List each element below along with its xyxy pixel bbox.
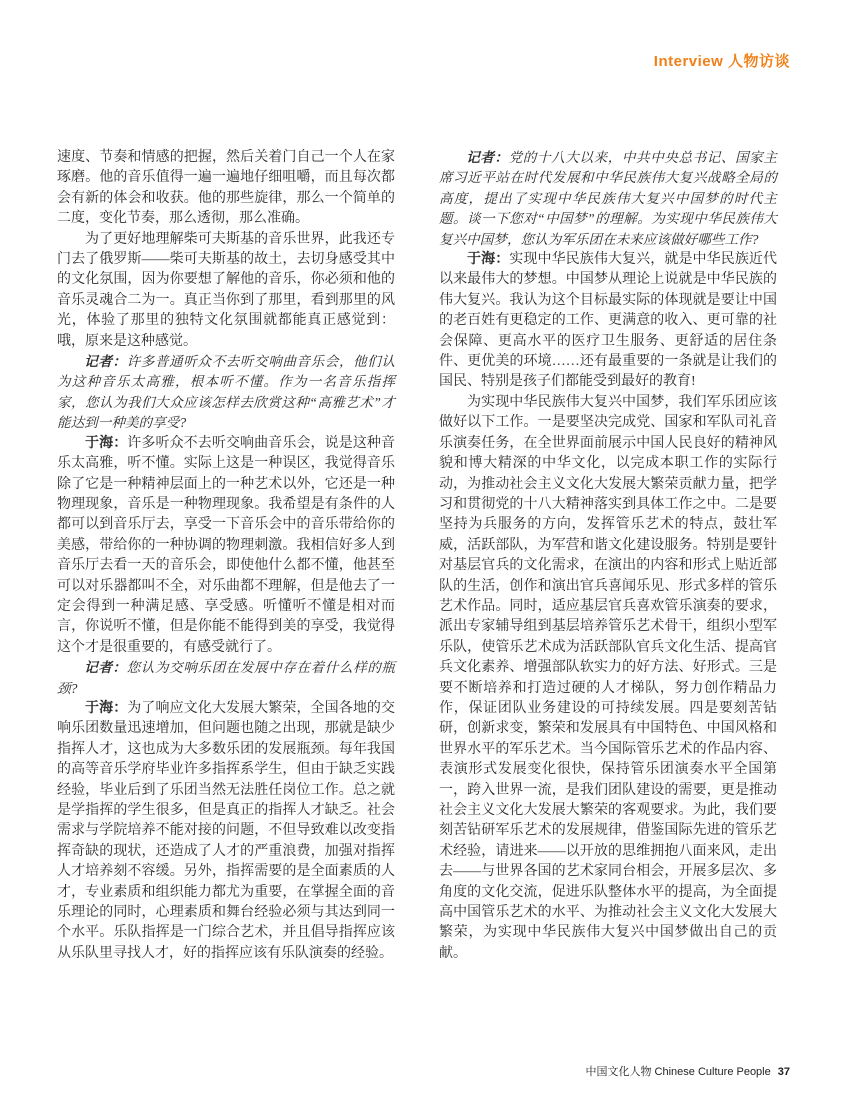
dialogue-paragraph: 记者：您认为交响乐团在发展中存在着什么样的瓶颈? (57, 660, 396, 696)
section-header (654, 50, 790, 71)
dialogue-paragraph: 记者：许多普通听众不去听交响曲音乐会，他们认为这种音乐太高雅，根本听不懂。作为一名音乐指挥家，您认为我们大众应该怎样去欣赏这种“高雅艺术”才能达到一种美的享受? (57, 354, 396, 431)
speaker-label: 记者： (84, 354, 127, 370)
dialogue-paragraph: 于海：为了响应文化大发展大繁荣，全国各地的交响乐团数量迅速增加，但问题也随之出现，那就是缺少指挥人才，这也成为大多数乐团的发展瓶颈。每年我国的高等音乐学府毕业许多指挥系学生，但由于缺乏实践经验，毕业后到了乐团当然无法胜任岗位工作。总之就是学指挥的学生很多，但是真正的指挥人才缺乏。社会需求与学院培养不能对接的问题，不但导致难以改变指挥奇缺的现状，还造成了人才的严重浪费，加强对指挥人才培养刻不容缓。另外，指挥需要的是全面素质的人才，专业素质和组织能力都尤为重要，在掌握全面的音乐理论的同时，心理素质和舞台经验必须与其达到同一个水平。乐队指挥是一门综合艺术，并且倡导指挥应该从乐队里寻找人才，好的指挥应该有乐队演奏的经验。 (57, 700, 396, 961)
page-footer (586, 1063, 791, 1079)
paragraph: 速度、节奏和情感的把握，然后关着门自己一个人在家琢磨。他的音乐值得一遍一遍地仔细咀嚼，而且每次都会有新的体会和收获。他的那些旋律，那么一个简单的二度，变化节奏，那么透彻，那么准确。 (57, 150, 395, 227)
speaker-label: 记者： (84, 660, 127, 676)
dialogue-paragraph: 记者：党的十八大以来，中共中央总书记、国家主席习近平站在时代发展和中华民族伟大复兴战略全局的高度，提出了实现中华民族伟大复兴中国梦的时代主题。谈一下您对“中国梦”的理解。为实现中华民族伟大复兴中国梦，您认为军乐团在未来应该做好哪些工作? (439, 150, 778, 247)
footer-journal-title: 中国文化人物 Chinese Culture People (585, 1066, 771, 1078)
speaker-label: 于海： (467, 252, 510, 268)
paragraph: 为实现中华民族伟大复兴中国梦，我们军乐团应该做好以下工作。一是要坚决完成党、国家和军队司礼音乐演奏任务，在全世界面前展示中国人民良好的精神风貌和博大精深的中华文化，以完成本职工作的实际行动，为推动社会主义文化大发展大繁荣贡献力量，把学习和贯彻党的十八大精神落实到具体工作之中。二是要坚持为兵服务的方向，发挥管乐艺术的特点，鼓壮军威，活跃部队，为军营和谐文化建设服务。特别是要针对基层官兵的文化需求，在演出的内容和形式上贴近部队的生活，创作和演出官兵喜闻乐见、形式多样的管乐艺术作品。同时，适应基层官兵喜欢管乐演奏的要求，派出专家辅导组到基层培养管乐艺术骨干，组织小型军乐队，使管乐艺术成为活跃部队官兵文化生活、提高官兵文化素养、增强部队软实力的好方法、好形式。三是要不断培养和打造过硬的人才梯队，努力创作精品力作，保证团队业务建设的可持续发展。四是要刻苦钻研，创新求变，繁荣和发展具有中国特色、中国风格和世界水平的军乐艺术。当今国际管乐艺术的作品内容、表演形式发展变化很快，保持管乐团演奏水平全国第一，跨入世界一流，是我们团队建设的需要，更是推动社会主义文化大发展大繁荣的客观要求。为此，我们要刻苦钻研军乐艺术的发展规律，借鉴国际先进的管乐艺术经验，请进来——以开放的思维拥抱八面来风，走出去——与世界各国的艺术家同台相会，开展多层次、多角度的文化交流，促进乐队整体水平的提高，为全面提高中国管乐艺术的水平、为推动社会主义文化大发展大繁荣，为实现中华民族伟大复兴中国梦做出自己的贡献。 (439, 394, 777, 961)
right-column (439, 148, 777, 964)
dialogue-paragraph: 于海：许多听众不去听交响曲音乐会，说是这种音乐太高雅，听不懂。实际上这是一种误区，我觉得音乐除了它是一种精神层面上的一种艺术以外，它还是一种物理现象，音乐是一种物理现象。我希望是有条件的人都可以到音乐厅去，享受一下音乐会中的音乐带给你的美感，带给你的一种协调的物理刺激。我相信好多人到音乐厅去看一天的音乐会，即使他什么都不懂，他甚至可以对乐器都叫不全，对乐曲都不理解，但是他去了一定会得到一种满足感、享受感。听懂听不懂是相对而言，你说听不懂，但是你能不能得到美的享受，我觉得这个才是很重要的，有感受就行了。 (57, 435, 396, 655)
article-body (57, 148, 777, 964)
speaker-label: 于海： (85, 700, 128, 716)
speaker-label: 记者： (466, 150, 509, 165)
footer-page-number: 37 (777, 1066, 790, 1078)
section-header-label: Interview 人物访谈 (653, 53, 790, 70)
speaker-label: 于海： (85, 435, 128, 451)
left-column (57, 148, 395, 964)
dialogue-paragraph: 于海：实现中华民族伟大复兴，就是中华民族近代以来最伟大的梦想。中国梦从理论上说就是中华民族的伟大复兴。我认为这个目标最实际的体现就是要让中国的老百姓有更稳定的工作、更满意的收入、更可靠的社会保障、更高水平的医疗卫生服务、更舒适的居住条件、更优美的环境……还有最重要的一条就是让我们的国民、特别是孩子们都能受到最好的教育! (439, 252, 778, 390)
paragraph: 为了更好地理解柴可夫斯基的音乐世界，此我还专门去了俄罗斯——柴可夫斯基的故土，去切身感受其中的文化氛围，因为你要想了解他的音乐，你必须和他的音乐灵魂合二为一。真正当你到了那里，看到那里的风光，体验了那里的独特文化氛围就都能真正感觉到：哦，原来是这种感觉。 (57, 231, 395, 349)
